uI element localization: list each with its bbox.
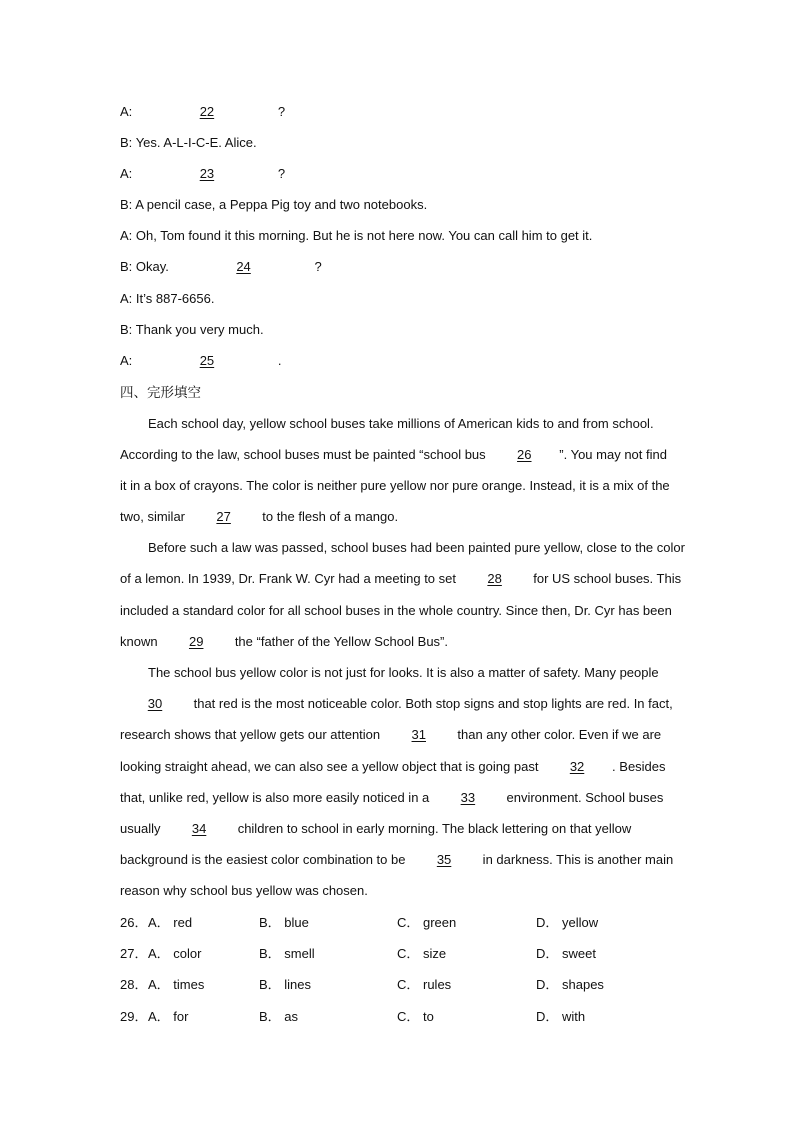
option-a: A． red <box>148 915 193 930</box>
question-number: 27． <box>120 946 148 961</box>
passage-text: the “father of the Yellow School Bus”. <box>231 634 449 649</box>
passage-line <box>120 821 631 837</box>
passage-text: . Besides <box>612 759 666 774</box>
passage-line: included a standard color for all school buses in the whole country. Since then, Dr. Cyr has been <box>120 603 672 618</box>
dialogue-line <box>120 166 285 182</box>
option-b: B． smell <box>259 946 315 961</box>
section-heading: 四、完形填空 <box>120 385 201 401</box>
dialogue-text: A pencil case, a Peppa Pig toy and two notebooks. <box>135 197 428 212</box>
passage-text: children to school in early morning. The black lettering on that yellow <box>234 821 632 836</box>
option-a: A． for <box>148 1009 189 1024</box>
question-number: 28． <box>120 977 148 992</box>
passage-line: Each school day, yellow school buses take millions of American kids to and from school. <box>148 416 654 431</box>
passage-text: two, similar <box>120 509 189 524</box>
passage-line: it in a box of crayons. The color is neither pure yellow nor pure orange. Instead, it is a mix of the <box>120 478 670 493</box>
passage-line: reason why school bus yellow was chosen. <box>120 883 368 898</box>
speaker-label: B: <box>120 135 133 150</box>
passage-text: ”. You may not find <box>559 447 667 462</box>
answer-blank-22: 22 <box>199 104 215 119</box>
passage-text: in darkness. This is another main <box>479 852 674 867</box>
speaker-label: A: <box>120 291 133 306</box>
passage-text: According to the law, school buses must be painted “school bus <box>120 447 490 462</box>
question-number: 26． <box>120 915 148 930</box>
dialogue-line <box>120 322 264 338</box>
answer-blank-24: 24 <box>236 259 251 274</box>
passage-text: usually <box>120 821 165 836</box>
passage-text: background is the easiest color combination to be <box>120 852 410 867</box>
passage-text: than any other color. Even if we are <box>453 727 662 742</box>
line-ending: ? <box>314 259 322 274</box>
passage-text: that red is the most noticeable color. Both stop signs and stop lights are red. In fact, <box>190 696 673 711</box>
answer-blank-23: 23 <box>199 166 215 181</box>
passage-line <box>120 696 673 712</box>
dialogue-text: It’s 887-6656. <box>135 291 215 306</box>
passage-line <box>120 852 673 868</box>
answer-blank-25: 25 <box>199 353 215 368</box>
option-d: D． shapes <box>536 977 604 992</box>
passage-line: The school bus yellow color is not just for looks. It is also a matter of safety. Many people <box>148 665 659 680</box>
passage-text: known <box>120 634 162 649</box>
option-b: B． as <box>259 1009 299 1024</box>
answer-blank-33: 33 <box>460 790 476 805</box>
option-a: A． color <box>148 946 202 961</box>
option-c: C． size <box>397 946 447 961</box>
line-ending: ? <box>277 166 286 181</box>
passage-line <box>120 727 661 743</box>
passage-text: looking straight ahead, we can also see a yellow object that is going past <box>120 759 543 774</box>
option-d: D． yellow <box>536 915 599 930</box>
option-a: A． times <box>148 977 205 992</box>
answer-blank-29: 29 <box>188 634 204 649</box>
answer-blank-32: 32 <box>569 759 585 774</box>
passage-line <box>120 790 663 806</box>
answer-blank-30: 30 <box>147 696 163 711</box>
option-c: C． green <box>397 915 457 930</box>
dialogue-line <box>120 291 214 307</box>
passage-text: of a lemon. In 1939, Dr. Frank W. Cyr had a meeting to set <box>120 571 460 586</box>
speaker-label: B: <box>120 197 133 212</box>
line-ending: ? <box>277 104 286 119</box>
answer-blank-27: 27 <box>216 509 231 524</box>
dialogue-line <box>120 197 427 213</box>
passage-line: Before such a law was passed, school buses had been painted pure yellow, close to the color <box>148 540 685 555</box>
dialogue-text: Thank you very much. <box>135 322 264 337</box>
dialogue-line <box>120 259 322 275</box>
passage-text: environment. School buses <box>502 790 664 805</box>
speaker-label: A: <box>120 166 133 181</box>
answer-blank-26: 26 <box>517 447 532 462</box>
passage-line <box>120 447 667 463</box>
option-b: B． lines <box>259 977 312 992</box>
passage-line <box>120 571 681 587</box>
passage-line <box>120 509 398 525</box>
passage-text: research shows that yellow gets our attention <box>120 727 384 742</box>
option-d: D． sweet <box>536 946 596 961</box>
dialogue-line <box>120 353 282 369</box>
answer-blank-31: 31 <box>411 727 426 742</box>
answer-blank-35: 35 <box>436 852 452 867</box>
passage-text: for US school buses. This <box>529 571 682 586</box>
speaker-label: A: <box>120 353 133 368</box>
passage-line <box>120 759 666 775</box>
option-c: C． to <box>397 1009 434 1024</box>
dialogue-text: Yes. A-L-I-C-E. Alice. <box>135 135 257 150</box>
dialogue-line <box>120 104 285 120</box>
option-b: B． blue <box>259 915 309 930</box>
passage-line <box>120 634 448 650</box>
speaker-label: A: <box>120 104 133 119</box>
dialogue-line <box>120 228 592 244</box>
option-d: D． with <box>536 1009 586 1024</box>
question-number: 29． <box>120 1009 148 1024</box>
option-c: C． rules <box>397 977 452 992</box>
speaker-label: B: <box>120 322 133 337</box>
dialogue-text: Oh, Tom found it this morning. But he is not here now. You can call him to get it. <box>135 228 593 243</box>
answer-blank-34: 34 <box>191 821 207 836</box>
line-ending: . <box>277 353 282 368</box>
passage-text: that, unlike red, yellow is also more easily noticed in a <box>120 790 433 805</box>
dialogue-text: Okay. <box>135 259 169 274</box>
dialogue-line <box>120 135 257 151</box>
answer-blank-28: 28 <box>487 571 502 586</box>
passage-text: to the flesh of a mango. <box>258 509 399 524</box>
speaker-label: B: <box>120 259 133 274</box>
speaker-label: A: <box>120 228 133 243</box>
